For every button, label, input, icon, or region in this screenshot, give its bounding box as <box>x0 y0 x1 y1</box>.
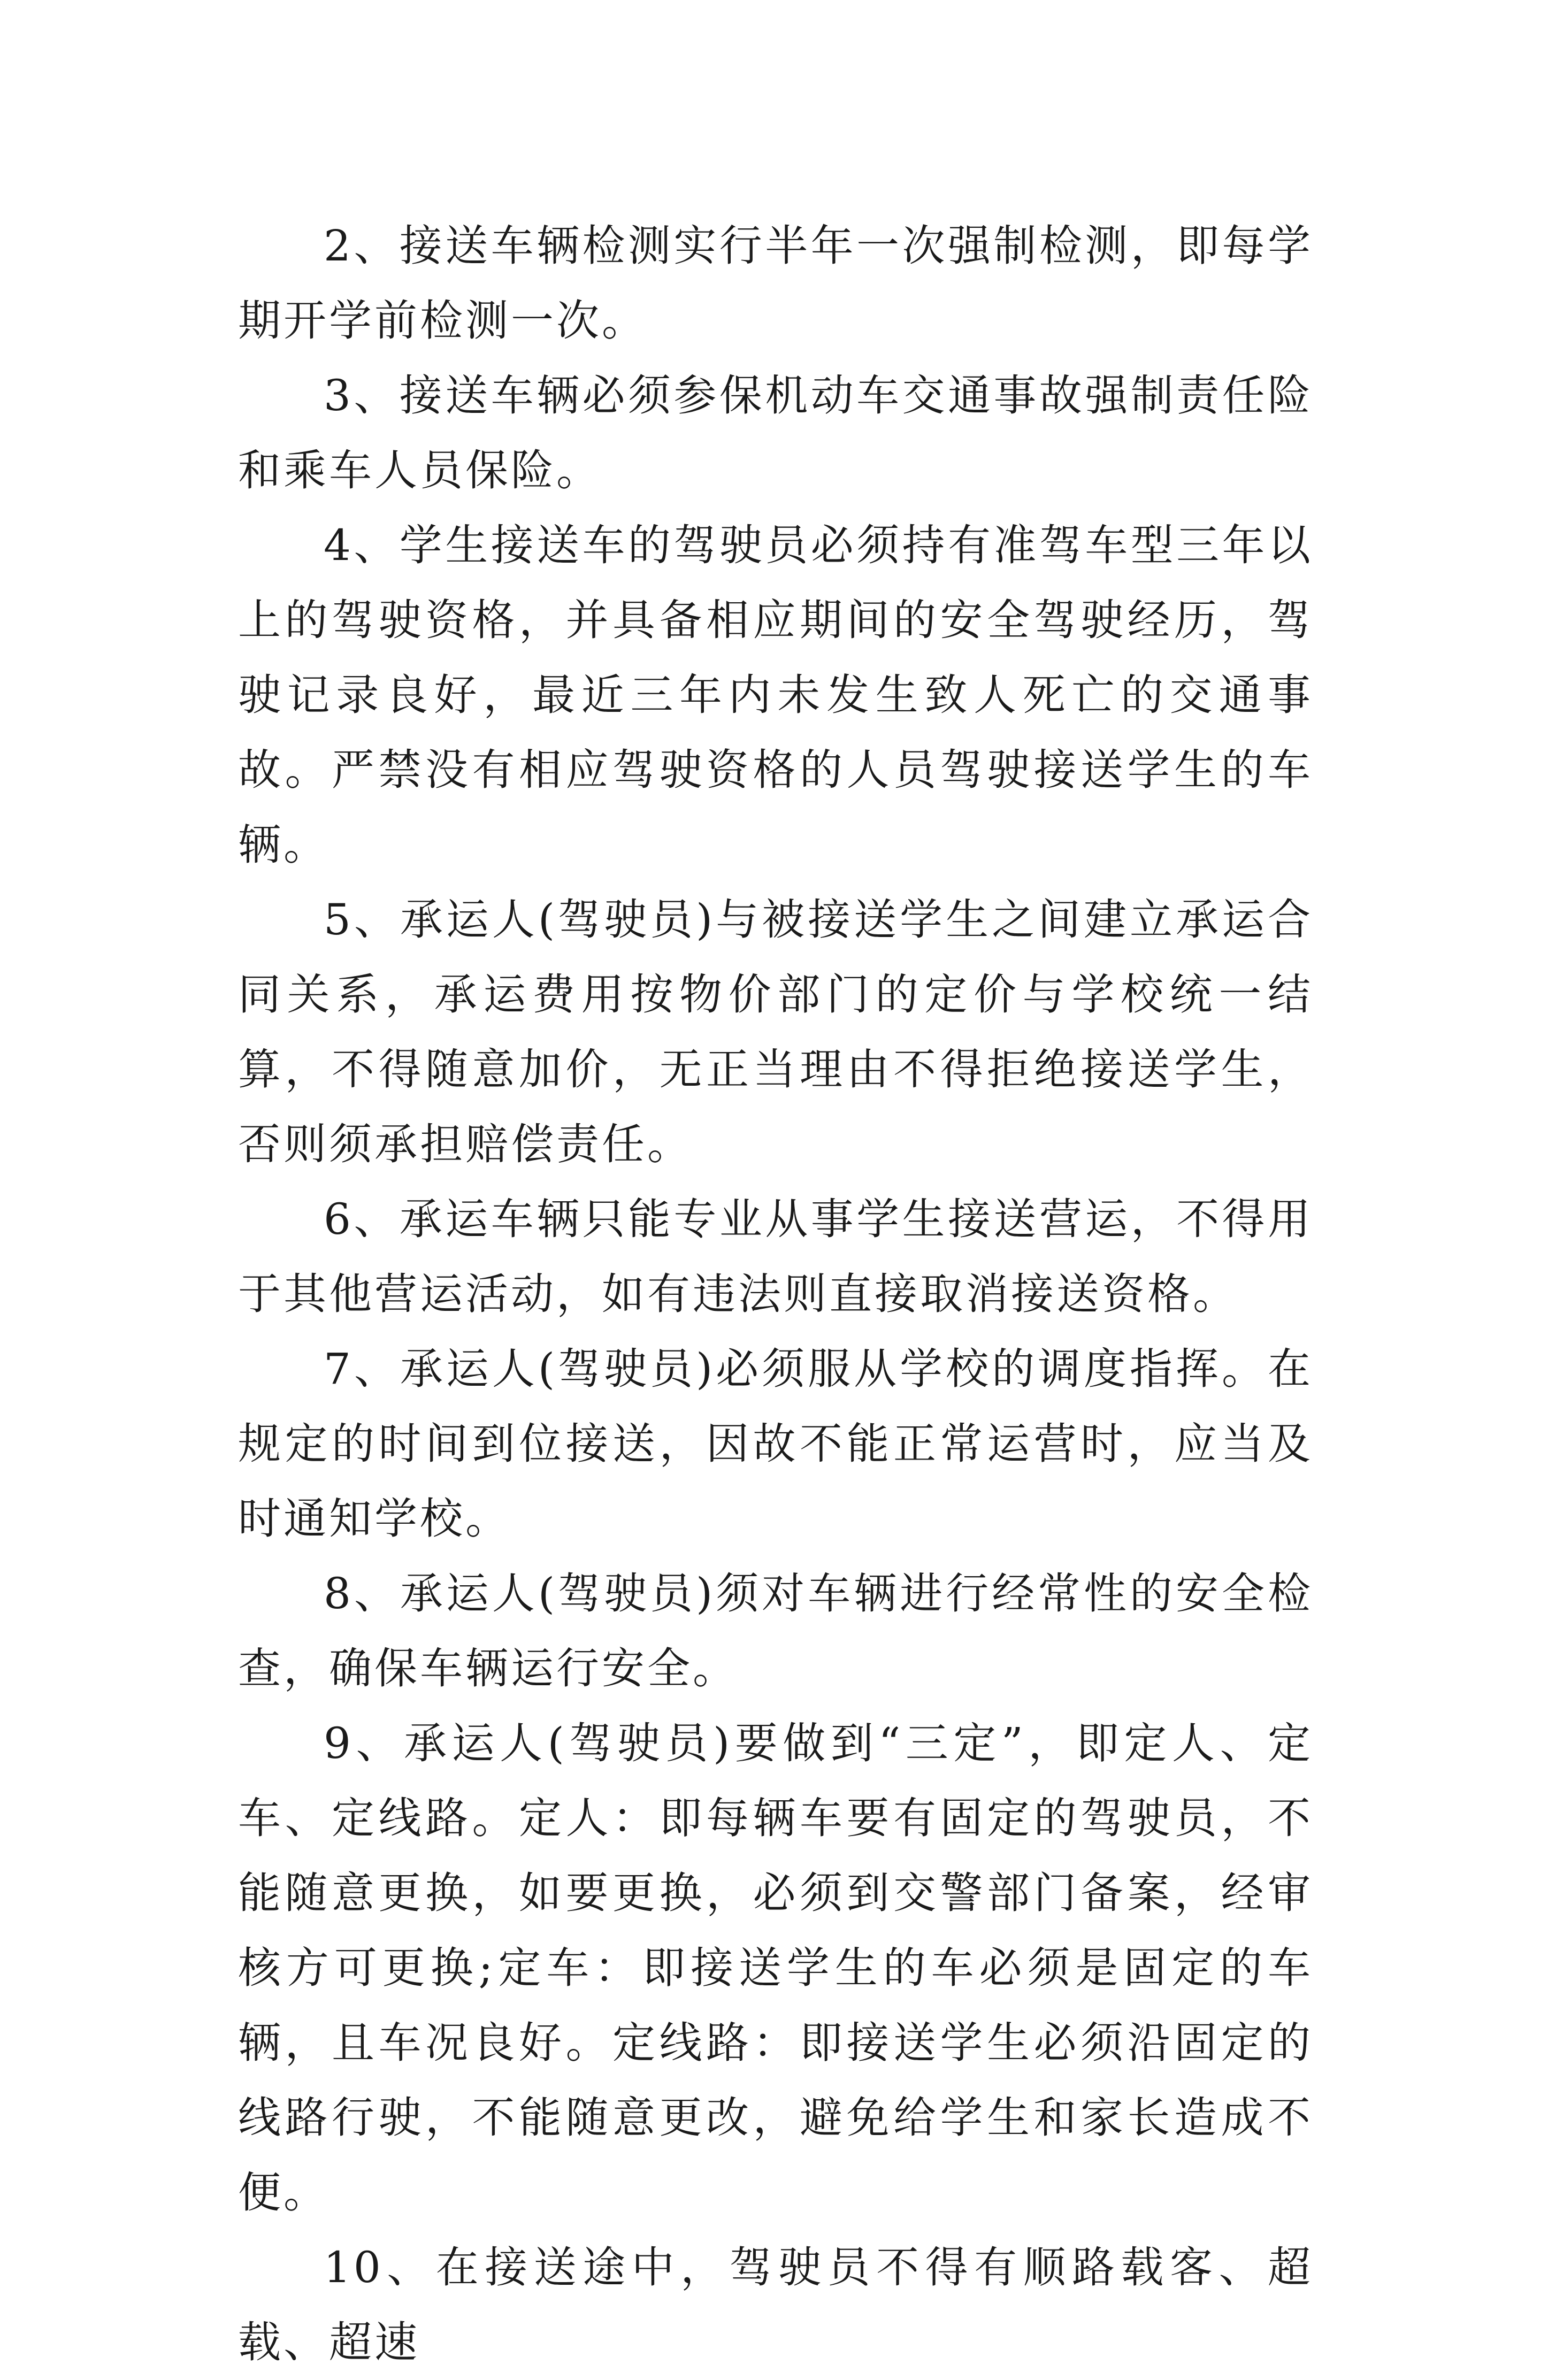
paragraph-5: 5、承运人(驾驶员)与被接送学生之间建立承运合同关系，承运费用按物价部门的定价与学校统一结算，不得随意加价，无正当理由不得拒绝接送学生，否则须承担赔偿责任。 <box>238 895 1313 1169</box>
paragraph-3: 3、接送车辆必须参保机动车交通事故强制责任险和乘车人员保险。 <box>238 371 1313 495</box>
paragraph-4: 4、学生接送车的驾驶员必须持有准驾车型三年以上的驾驶资格，并具备相应期间的安全驾驶经历，驾驶记录良好，最近三年内未发生致人死亡的交通事故。严禁没有相应驾驶资格的人员驾驶接送学生的车辆。 <box>238 520 1313 870</box>
paragraph-10: 10、在接送途中，驾驶员不得有顺路载客、超载、超速 <box>238 2243 1313 2367</box>
paragraph-9: 9、承运人(驾驶员)要做到“三定”，即定人、定车、定线路。定人：即每辆车要有固定的驾驶员，不能随意更换，如要更换，必须到交警部门备案，经审核方可更换;定车：即接送学生的车必须是固定的车辆，且车况良好。定线路：即接送学生必须沿固定的线路行驶，不能随意更改，避免给学生和家长造成不便。 <box>238 1718 1313 2217</box>
paragraph-7: 7、承运人(驾驶员)必须服从学校的调度指挥。在规定的时间到位接送，因故不能正常运营时，应当及时通知学校。 <box>238 1344 1313 1544</box>
document-body <box>238 209 1313 2380</box>
paragraph-6: 6、承运车辆只能专业从事学生接送营运，不得用于其他营运活动，如有违法则直接取消接送资格。 <box>238 1194 1313 1319</box>
paragraph-8: 8、承运人(驾驶员)须对车辆进行经常性的安全检查，确保车辆运行安全。 <box>238 1569 1313 1693</box>
paragraph-2: 2、接送车辆检测实行半年一次强制检测，即每学期开学前检测一次。 <box>238 221 1313 346</box>
